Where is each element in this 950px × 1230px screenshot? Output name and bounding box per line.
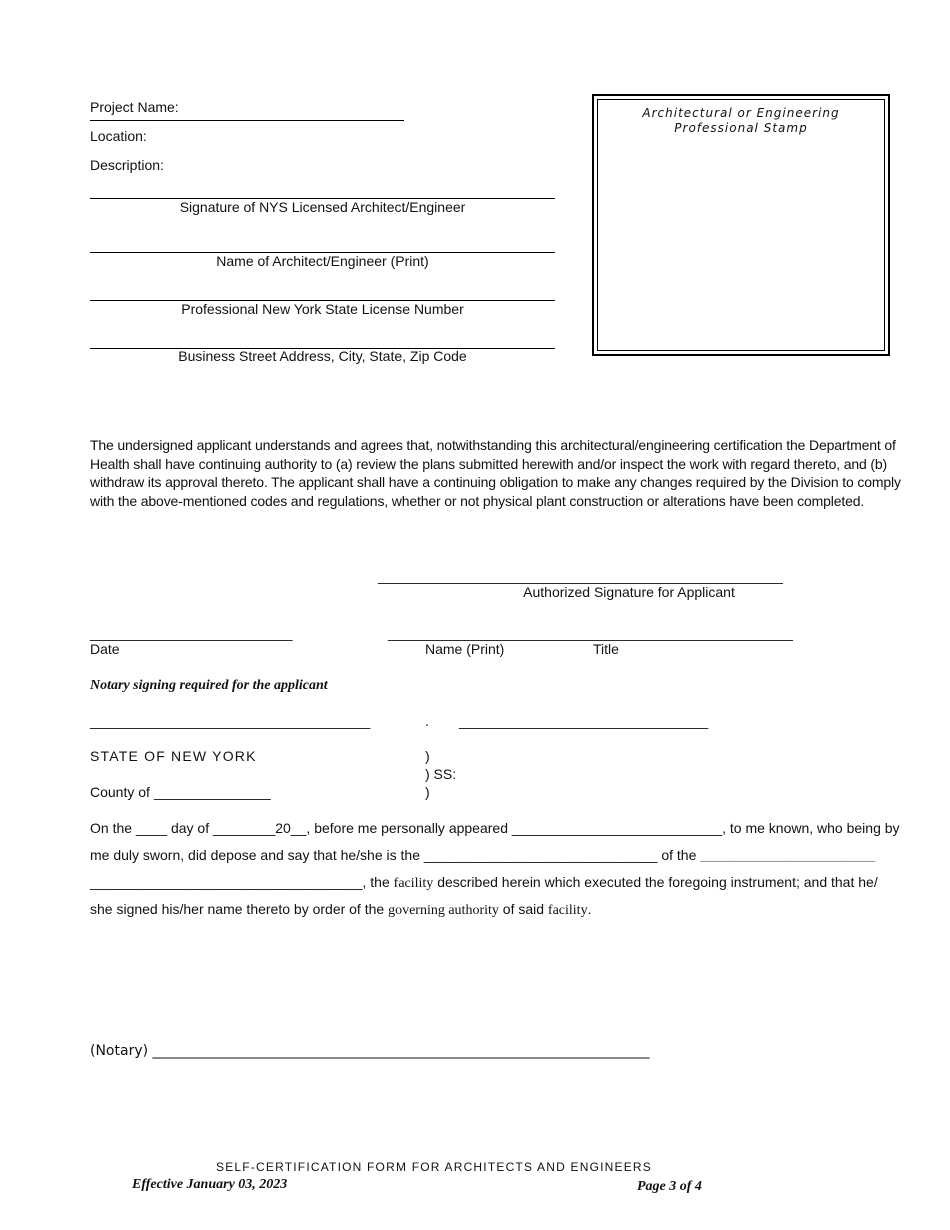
governing-authority-word: governing authority — [388, 903, 499, 918]
date-field-line[interactable]: __________________________ — [90, 625, 293, 641]
notary-required-note: Notary signing required for the applicant — [90, 678, 328, 693]
acknowledgment-line-4-e: . — [587, 901, 592, 917]
applicant-signature-caption: Authorized Signature for Applicant — [523, 584, 735, 600]
professional-stamp-box — [592, 94, 890, 356]
name-title-field-line[interactable]: ____________________________________________________ — [388, 625, 793, 641]
notary-line-left[interactable]: ____________________________________ — [90, 713, 371, 729]
venue-paren-bottom: ) — [425, 784, 430, 800]
footer-form-title: SELF-CERTIFICATION FORM FOR ARCHITECTS AND ENGINEERS — [216, 1160, 652, 1174]
acknowledgment-line-3-a: ___________________________________, the — [90, 874, 394, 890]
acknowledgment-line-3-c: described herein which executed the foregoing instrument; and that he/ — [433, 874, 878, 890]
footer-page-number: Page 3 of 4 — [637, 1179, 702, 1194]
acknowledgment-line-4-c: of said — [498, 901, 548, 917]
agreement-paragraph: The undersigned applicant understands and agrees that, notwithstanding this architectural/engineering certification the Department of Health shall have continuing authority to (a) review the plans submitted herewith and/or inspect the work with regard thereto, and (b) withdraw its approval thereto. The applicant shall have a continuing obligation to make any changes required by the Division to comply with the above-mentioned codes and regulations, whether or not physical plant construction or alterations have been completed. — [90, 437, 901, 509]
architect-name-caption: Name of Architect/Engineer (Print) — [216, 253, 429, 269]
project-name-label: Project Name: — [90, 99, 179, 115]
name-print-label: Name (Print) — [425, 641, 505, 657]
acknowledgment-line-2-text: me duly sworn, did depose and say that he/she is the ______________________________ of the — [90, 847, 701, 863]
acknowledgment-line-4-a: she signed his/her name thereto by order of the — [90, 901, 389, 917]
date-label: Date — [90, 641, 120, 657]
notary-line-right[interactable]: ________________________________ — [459, 713, 709, 729]
project-name-field-line[interactable] — [90, 120, 404, 121]
professional-stamp-inner-border — [597, 99, 885, 351]
county-of-field[interactable]: County of _______________ — [90, 784, 271, 800]
applicant-signature-line[interactable]: ____________________________________________________ — [378, 568, 783, 584]
facility-name-field-line[interactable]: _________________________ — [700, 849, 876, 864]
acknowledgment-line-2 — [90, 847, 875, 865]
acknowledgment-line-1: On the ____ day of ________20__, before me personally appeared ___________________________, to me known, who being by — [90, 820, 900, 836]
facility-word-2: facility — [547, 903, 588, 918]
footer-effective-date: Effective January 03, 2023 — [132, 1177, 288, 1192]
address-caption: Business Street Address, City, State, Zip Code — [178, 348, 467, 364]
description-label: Description: — [90, 157, 164, 173]
title-label: Title — [593, 641, 619, 657]
venue-ss: ) SS: — [425, 766, 457, 782]
notary-signature-line[interactable]: (Notary) _______________________________________________________________________ — [90, 1043, 650, 1059]
facility-word: facility — [393, 876, 434, 891]
stamp-label: Architectural or Engineering Professional Stamp — [642, 106, 840, 135]
acknowledgment-line-3 — [90, 874, 878, 892]
notary-dot: . — [425, 713, 429, 729]
acknowledgment-line-4 — [90, 901, 591, 919]
license-caption: Professional New York State License Number — [181, 301, 464, 317]
signature-caption: Signature of NYS Licensed Architect/Engineer — [179, 199, 466, 215]
location-label: Location: — [90, 128, 147, 144]
venue-paren-top: ) — [425, 748, 430, 764]
state-of-new-york: STATE OF NEW YORK — [90, 748, 257, 764]
